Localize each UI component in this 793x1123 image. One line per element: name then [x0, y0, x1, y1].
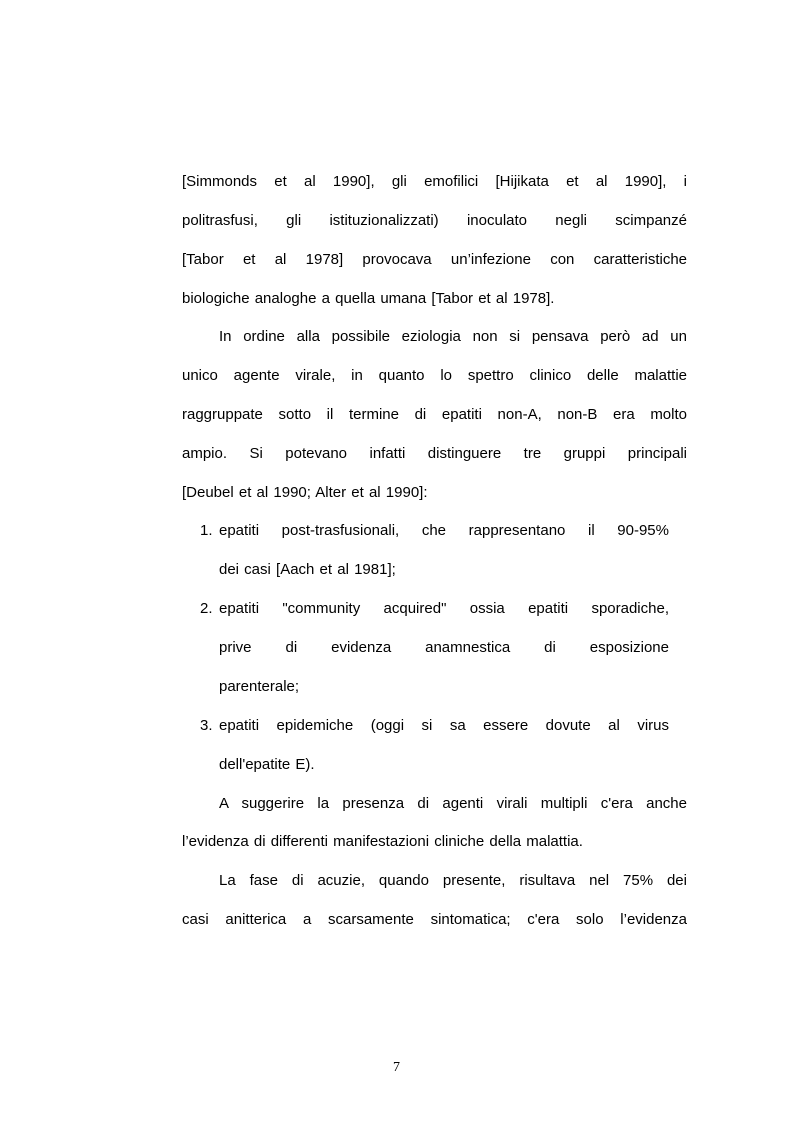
text-line: l’evidenza di differenti manifestazioni cliniche della malattia. — [182, 833, 583, 850]
text-line: In ordine alla possibile eziologia non si pensava però ad un — [219, 328, 687, 345]
text-line: La fase di acuzie, quando presente, risultava nel 75% dei — [219, 872, 687, 889]
text-line: epatiti epidemiche (oggi si sa essere dovute al virus — [219, 717, 669, 734]
list-item-number: 2. — [200, 600, 213, 617]
page-number: 7 — [393, 1060, 400, 1075]
text-line: dell'epatite E). — [219, 756, 315, 773]
text-line: unico agente virale, in quanto lo spettro clinico delle malattie — [182, 367, 687, 384]
text-line: raggruppate sotto il termine di epatiti non-A, non-B era molto — [182, 406, 687, 423]
text-line: prive di evidenza anamnestica di esposizione — [219, 639, 669, 656]
text-line: biologiche analoghe a quella umana [Tabor et al 1978]. — [182, 290, 555, 307]
text-line: A suggerire la presenza di agenti virali multipli c'era anche — [219, 795, 687, 812]
text-line: casi anitterica a scarsamente sintomatica; c'era solo l’evidenza — [182, 911, 687, 928]
list-item-number: 3. — [200, 717, 213, 734]
text-line: [Simmonds et al 1990], gli emofilici [Hijikata et al 1990], i — [182, 173, 687, 190]
text-line: [Tabor et al 1978] provocava un’infezione con caratteristiche — [182, 251, 687, 268]
text-line: dei casi [Aach et al 1981]; — [219, 561, 396, 578]
text-line: epatiti "community acquired" ossia epatiti sporadiche, — [219, 600, 669, 617]
text-line: ampio. Si potevano infatti distinguere tre gruppi principali — [182, 445, 687, 462]
text-line: epatiti post-trasfusionali, che rappresentano il 90-95% — [219, 522, 669, 539]
text-line: parenterale; — [219, 678, 300, 695]
text-line: [Deubel et al 1990; Alter et al 1990]: — [182, 484, 428, 501]
text-line: politrasfusi, gli istituzionalizzati) inoculato negli scimpanzé — [182, 212, 687, 229]
list-item-number: 1. — [200, 522, 213, 539]
